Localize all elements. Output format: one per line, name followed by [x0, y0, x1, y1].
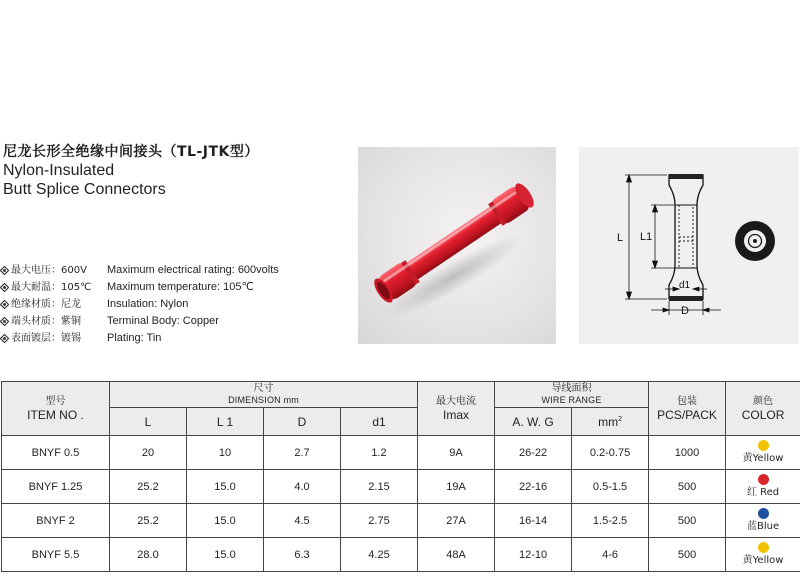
cell-awg: 16-14 — [495, 504, 572, 538]
color-label-cn: 黄 — [742, 453, 753, 464]
cell-item: BNYF 1.25 — [2, 470, 110, 504]
color-label-cn: 红 — [747, 487, 758, 498]
cell-L: 20 — [110, 436, 187, 470]
color-dot-icon — [758, 474, 769, 485]
header-col-L: L — [110, 408, 187, 436]
diamond-bullet-icon — [0, 317, 9, 326]
header-imax — [418, 382, 495, 436]
cell-awg: 12-10 — [495, 538, 572, 572]
spec-cn-label: 最大电压：600V — [11, 265, 87, 276]
header-pcs-cn: 包装 — [677, 395, 698, 407]
technical-drawing — [579, 147, 799, 344]
cell-D: 6.3 — [264, 538, 341, 572]
drawing-label-d1: d1 — [679, 280, 691, 291]
spec-en-label: Plating: Tin — [107, 332, 162, 344]
color-dot-icon — [758, 440, 769, 451]
cell-L1: 15.0 — [187, 470, 264, 504]
diamond-bullet-icon — [0, 266, 9, 275]
cell-pcs: 1000 — [649, 436, 726, 470]
cell-color — [726, 436, 800, 470]
cell-imax: 48A — [418, 538, 495, 572]
cell-item: BNYF 5.5 — [2, 538, 110, 572]
color-label-en: Blue — [756, 521, 780, 532]
product-title-cn: 尼龙长形全绝缘中间接头（TL-JTK型） — [3, 144, 259, 160]
header-pcs-en: PCS/PACK — [657, 407, 717, 422]
cell-d1: 1.2 — [341, 436, 418, 470]
header-col-D: D — [264, 408, 341, 436]
header-color-en: COLOR — [741, 407, 785, 422]
header-color — [726, 382, 800, 436]
spec-en-label: Maximum electrical rating: 600volts — [107, 264, 279, 276]
dimension-diagram — [579, 147, 799, 344]
header-item-cn: 型号 — [45, 395, 66, 407]
cell-d1: 2.75 — [341, 504, 418, 538]
cell-D: 4.0 — [264, 470, 341, 504]
header-wire-cn: 导线面积 — [551, 383, 592, 394]
header-dimension-cn: 尺寸 — [253, 383, 274, 394]
header-item-en: ITEM NO . — [27, 407, 84, 422]
cell-imax: 27A — [418, 504, 495, 538]
spec-item-voltage — [0, 262, 300, 279]
spec-item-terminal-body — [0, 313, 300, 330]
header-col-d1: d1 — [341, 408, 418, 436]
spec-cn-label: 最大耐温：105℃ — [11, 282, 92, 293]
cell-pcs: 500 — [649, 504, 726, 538]
cell-L1: 10 — [187, 436, 264, 470]
cell-mm2: 1.5-2.5 — [572, 504, 649, 538]
header-wire-range — [495, 382, 649, 408]
color-label-cn: 黄 — [742, 555, 753, 566]
color-dot-icon — [758, 542, 769, 553]
spec-en-label: Insulation: Nylon — [107, 298, 189, 310]
cell-L: 25.2 — [110, 470, 187, 504]
cell-imax: 19A — [418, 470, 495, 504]
color-dot-icon — [758, 508, 769, 519]
spec-cn-label: 绝缘材质：尼龙 — [11, 299, 81, 310]
table-row — [2, 504, 800, 538]
cell-mm2: 0.2-0.75 — [572, 436, 649, 470]
product-photo — [358, 147, 556, 344]
cell-L1: 15.0 — [187, 504, 264, 538]
color-label-en: Yellow — [752, 555, 784, 566]
header-imax-cn: 最大电流 — [436, 395, 477, 407]
cell-awg: 26-22 — [495, 436, 572, 470]
spec-table — [1, 381, 800, 572]
cell-mm2: 0.5-1.5 — [572, 470, 649, 504]
cell-D: 4.5 — [264, 504, 341, 538]
cell-pcs: 500 — [649, 538, 726, 572]
drawing-label-D: D — [681, 305, 689, 317]
drawing-label-L1: L1 — [640, 231, 653, 243]
spec-en-label: Maximum temperature: 105℃ — [107, 281, 254, 293]
spec-cn-label: 表面镀层：镀锡 — [11, 333, 81, 344]
header-dimension — [110, 382, 418, 408]
cell-imax: 9A — [418, 436, 495, 470]
spec-item-plating — [0, 330, 300, 347]
table-header-row-1 — [2, 382, 800, 408]
end-view-icon — [735, 221, 775, 261]
header-col-L1: L 1 — [187, 408, 264, 436]
cell-awg: 22-16 — [495, 470, 572, 504]
header-dimension-en: DIMENSION mm — [228, 395, 299, 405]
header-col-awg: A. W. G — [495, 408, 572, 436]
color-label-en: Yellow — [752, 453, 784, 464]
cell-D: 2.7 — [264, 436, 341, 470]
header-col-mm2 — [572, 408, 649, 436]
header-wire-en: WIRE RANGE — [541, 395, 602, 405]
header-mm-sup: 2 — [618, 415, 622, 423]
spec-en-label: Terminal Body: Copper — [107, 315, 219, 327]
header-color-cn: 颜色 — [753, 395, 774, 407]
cell-pcs: 500 — [649, 470, 726, 504]
spec-cn-label: 端头材质：紫铜 — [11, 316, 81, 327]
table-row — [2, 436, 800, 470]
product-title-en-line1: Nylon-Insulated — [3, 162, 115, 179]
butt-splice-connector-image — [358, 147, 556, 344]
product-title-en-line2: Butt Splice Connectors — [3, 181, 166, 198]
cell-L: 28.0 — [110, 538, 187, 572]
color-label-cn: 蓝 — [746, 521, 757, 532]
header-item-no — [2, 382, 110, 436]
diamond-bullet-icon — [0, 300, 9, 309]
cell-item: BNYF 0.5 — [2, 436, 110, 470]
cell-color — [726, 504, 800, 538]
cell-color — [726, 538, 800, 572]
spec-item-insulation — [0, 296, 300, 313]
cell-color — [726, 470, 800, 504]
spec-item-temperature — [0, 279, 300, 296]
cell-L: 25.2 — [110, 504, 187, 538]
cell-L1: 15.0 — [187, 538, 264, 572]
cell-d1: 2.15 — [341, 470, 418, 504]
drawing-label-L: L — [617, 232, 624, 244]
header-pcs-pack — [649, 382, 726, 436]
diamond-bullet-icon — [0, 334, 9, 343]
title-block — [3, 144, 259, 199]
cell-mm2: 4-6 — [572, 538, 649, 572]
color-label-en: Red — [760, 487, 780, 498]
diamond-bullet-icon — [0, 283, 9, 292]
header-mm-text: mm — [598, 414, 619, 429]
header-imax-en: Imax — [443, 407, 470, 422]
spec-list — [0, 262, 300, 347]
cell-d1: 4.25 — [341, 538, 418, 572]
table-row — [2, 470, 800, 504]
table-row — [2, 538, 800, 572]
cell-item: BNYF 2 — [2, 504, 110, 538]
